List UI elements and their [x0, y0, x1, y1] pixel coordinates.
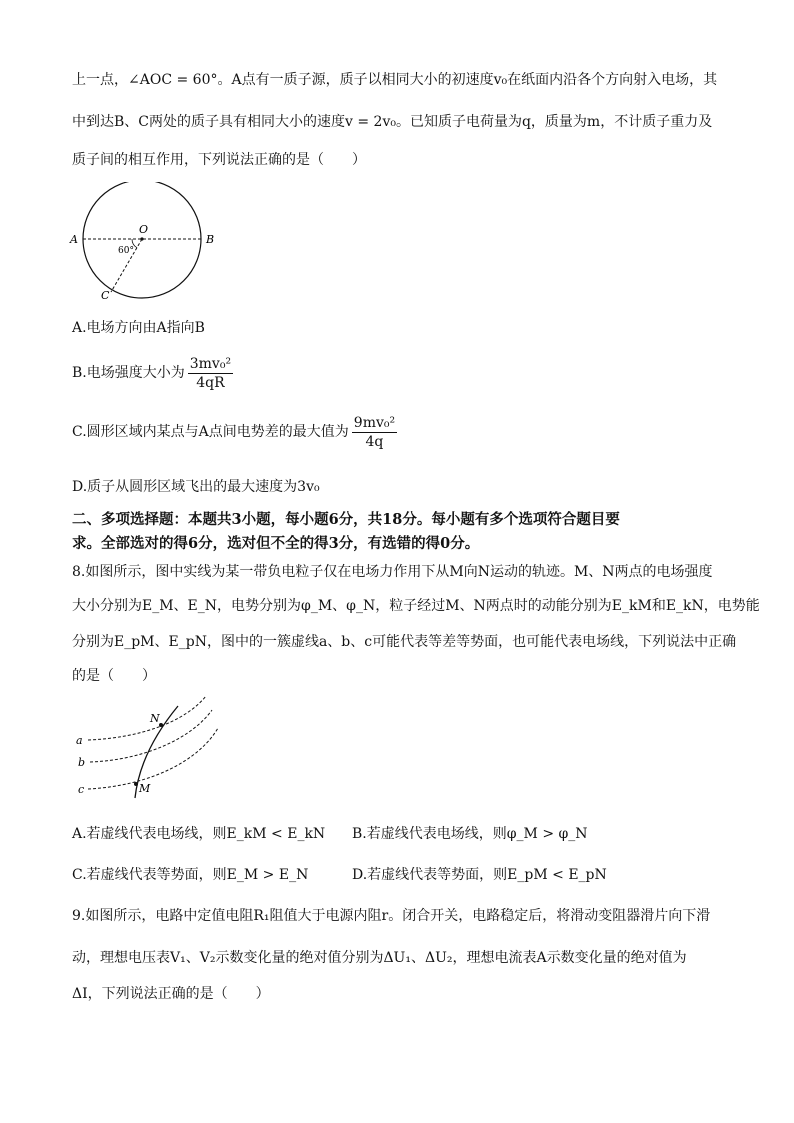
q9-stem-line-3: ΔI，下列说法正确的是（ ） [72, 986, 270, 1002]
q8-option-d: D.若虚线代表等势面，则E_pM < E_pN [352, 867, 607, 883]
q7-option-b [72, 354, 236, 392]
section2-heading-line-2: 求。全部选对的得6分，选对但不全的得3分，有选错的得0分。 [72, 535, 480, 552]
label-B: B [206, 233, 215, 246]
angle-label: 60° [118, 246, 134, 256]
fraction-denominator: 4qR [196, 374, 225, 391]
fraction-denominator: 4q [365, 433, 384, 450]
label-M: M [139, 782, 151, 795]
q8-stem-line-1: 8.如图所示，图中实线为某一带负电粒子仅在电场力作用下从M向N运动的轨迹。M、N两点的电场强度 [72, 564, 713, 580]
q7-option-c-prefix: C.圆形区域内某点与A点间电势差的最大值为 [72, 424, 349, 440]
label-a: a [76, 734, 83, 747]
q7-option-c-fraction [352, 414, 397, 451]
q9-stem-line-2: 动，理想电压表V₁、V₂示数变化量的绝对值分别为ΔU₁、ΔU₂，理想电流表A示数变化量的绝对值为 [72, 950, 687, 966]
q7-option-d: D.质子从圆形区域飞出的最大速度为3v₀ [72, 479, 320, 495]
q7-option-b-fraction [188, 355, 233, 392]
q7-stem-line-1: 上一点，∠AOC = 60°。A点有一质子源，质子以相同大小的初速度v₀在纸面内沿各个方向射入电场，其 [72, 72, 718, 88]
section2-heading-line-1: 二、多项选择题：本题共3小题，每小题6分，共18分。每小题有多个选项符合题目要 [72, 511, 620, 528]
q8-option-a: A.若虚线代表电场线，则E_kM < E_kN [72, 826, 326, 842]
point-M [134, 782, 138, 786]
q7-option-a: A.电场方向由A指向B [72, 320, 205, 336]
q8-stem-line-4: 的是（ ） [72, 668, 156, 684]
dashed-line-c [88, 728, 218, 789]
q7-option-b-prefix: B.电场强度大小为 [72, 365, 185, 381]
q8-option-c: C.若虚线代表等势面，则E_M > E_N [72, 867, 309, 883]
dashed-line-a [88, 696, 206, 740]
q9-stem-line-1: 9.如图所示，电路中定值电阻R₁阻值大于电源内阻r。闭合开关，电路稳定后，将滑动变阻器滑片向下滑 [72, 908, 711, 924]
q7-option-c [72, 413, 400, 451]
q8-option-b: B.若虚线代表电场线，则φ_M > φ_N [352, 826, 588, 842]
label-O: O [139, 223, 149, 236]
label-N: N [150, 712, 160, 725]
q8-stem-line-2: 大小分别为E_M、E_N，电势分别为φ_M、φ_N，粒子经过M、N两点时的动能分别为E_kM和E_kN，电势能 [72, 598, 760, 614]
fraction-numerator: 9mv₀² [353, 414, 396, 431]
label-b: b [78, 756, 86, 769]
q8-stem-line-3: 分别为E_pM、E_pN，图中的一簇虚线a、b、c可能代表等差等势面，也可能代表电场线，下列说法中正确 [72, 634, 737, 650]
q7-stem-line-2: 中到达B、C两处的质子具有相同大小的速度v = 2v₀。已知质子电荷量为q，质量为m，不计质子重力及 [72, 114, 713, 130]
center-point-O [140, 237, 143, 240]
q7-circle-figure [68, 182, 228, 304]
label-C: C [101, 289, 110, 302]
q8-field-lines-figure [70, 692, 220, 804]
fraction-numerator: 3mv₀² [189, 355, 232, 372]
label-c: c [78, 783, 85, 796]
q7-stem-line-3: 质子间的相互作用，下列说法正确的是（ ） [72, 152, 366, 168]
label-A: A [70, 233, 78, 246]
